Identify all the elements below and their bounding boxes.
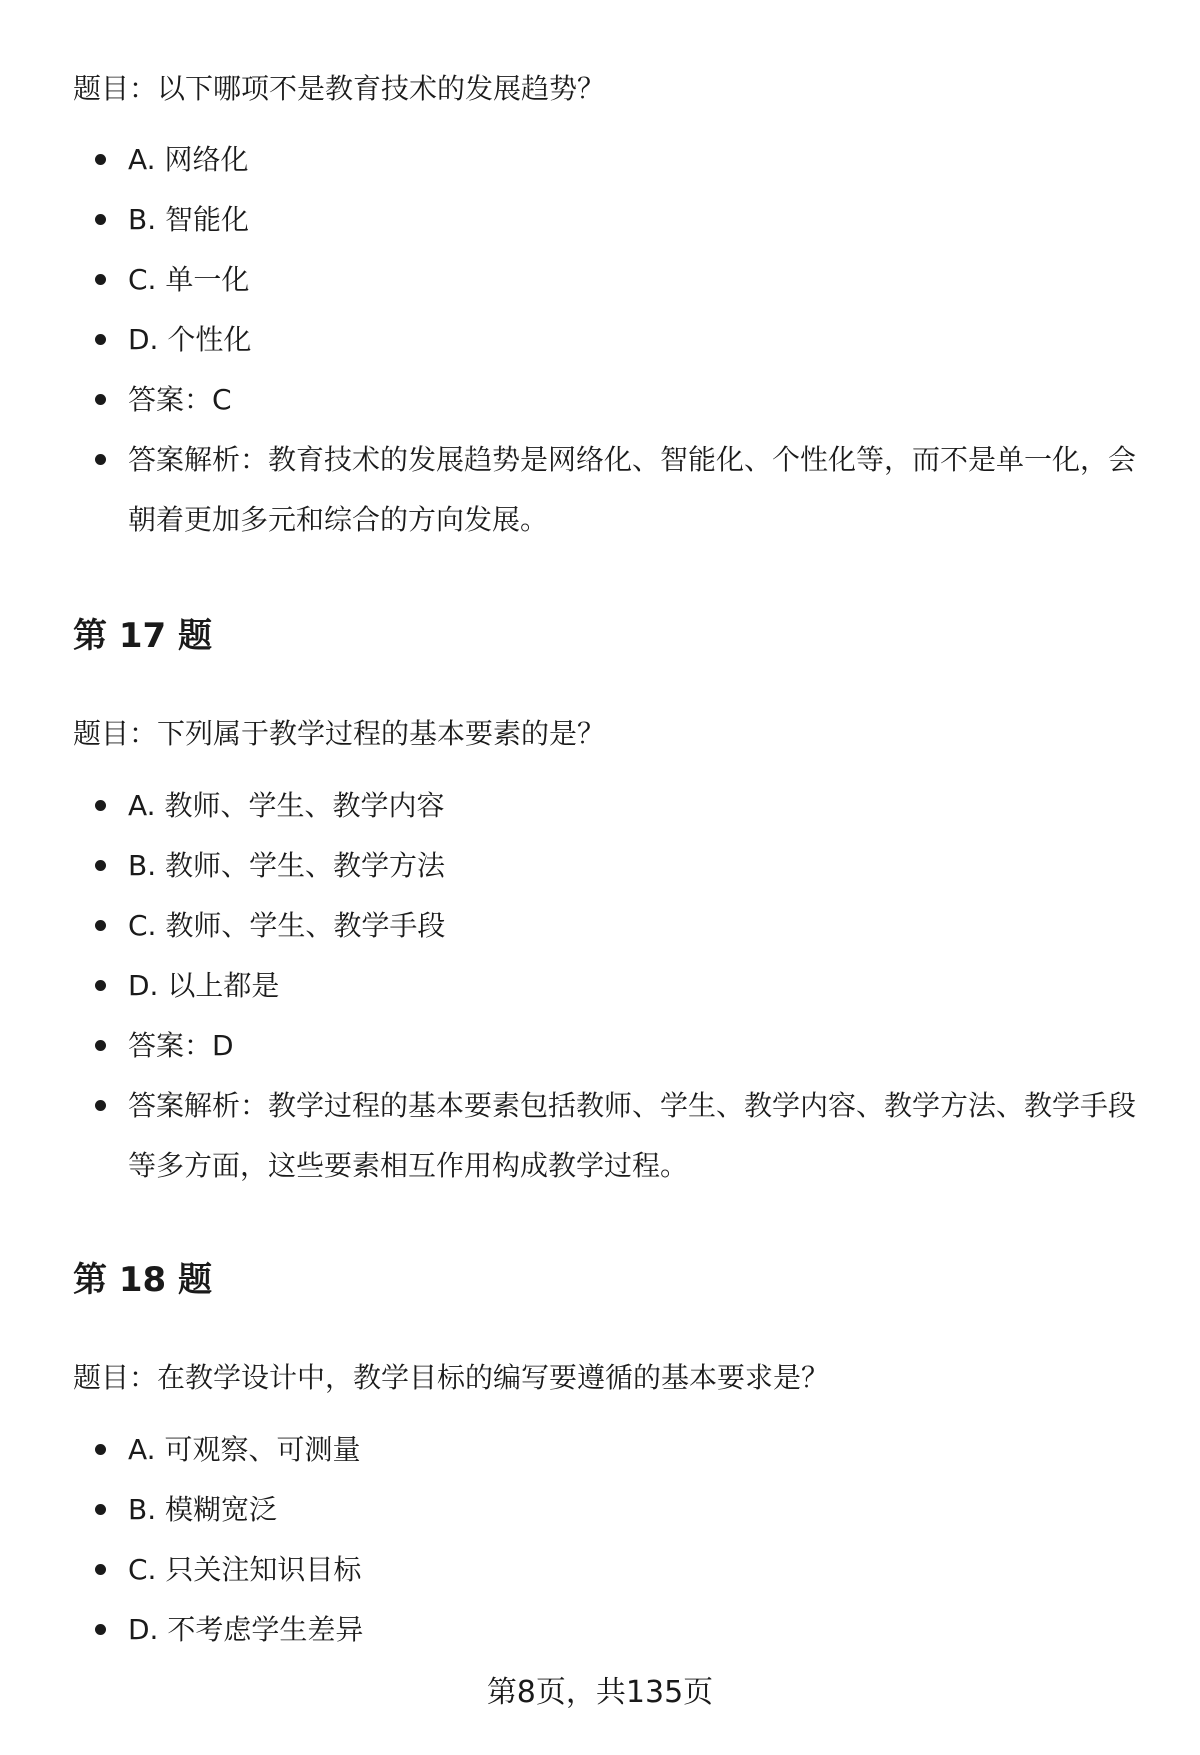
bullet-icon bbox=[95, 800, 106, 811]
bullet-icon bbox=[95, 1040, 106, 1051]
question-text: 题目：以下哪项不是教育技术的发展趋势？ bbox=[73, 72, 606, 105]
option-label: D. 个性化 bbox=[128, 323, 252, 356]
option-list bbox=[73, 140, 1143, 550]
option-item bbox=[73, 1610, 1143, 1650]
bullet-icon bbox=[95, 154, 106, 165]
question-17-block bbox=[73, 714, 1143, 754]
question-16-block bbox=[73, 69, 1143, 109]
question-16-options bbox=[73, 140, 1143, 570]
explanation-item bbox=[73, 1076, 1143, 1196]
answer-text: 答案：D bbox=[128, 1029, 234, 1062]
option-item bbox=[73, 200, 1143, 240]
option-label: D. 不考虑学生差异 bbox=[128, 1613, 364, 1646]
option-label: A. 网络化 bbox=[128, 143, 249, 176]
option-item bbox=[73, 1430, 1143, 1470]
bullet-icon bbox=[95, 394, 106, 405]
bullet-icon bbox=[95, 1564, 106, 1575]
page-number: 第8页，共135页 bbox=[486, 1675, 714, 1710]
option-item bbox=[73, 260, 1143, 300]
bullet-icon bbox=[95, 980, 106, 991]
bullet-icon bbox=[95, 1624, 106, 1635]
question-heading: 第 17 题 bbox=[73, 616, 212, 656]
bullet-icon bbox=[95, 214, 106, 225]
bullet-icon bbox=[95, 1444, 106, 1455]
question-text: 题目：下列属于教学过程的基本要素的是？ bbox=[73, 717, 606, 750]
bullet-icon bbox=[95, 334, 106, 345]
question-18-heading-block bbox=[73, 1258, 1143, 1302]
bullet-icon bbox=[95, 860, 106, 871]
question-text: 题目：在教学设计中，教学目标的编写要遵循的基本要求是？ bbox=[73, 1361, 830, 1394]
option-item bbox=[73, 966, 1143, 1006]
option-list bbox=[73, 786, 1143, 1196]
answer-text: 答案：C bbox=[128, 383, 232, 416]
option-label: C. 教师、学生、教学手段 bbox=[128, 909, 446, 942]
bullet-icon bbox=[95, 920, 106, 931]
option-item bbox=[73, 846, 1143, 886]
question-heading: 第 18 题 bbox=[73, 1260, 212, 1300]
option-label: C. 只关注知识目标 bbox=[128, 1553, 362, 1586]
question-17-options bbox=[73, 786, 1143, 1216]
option-label: B. 教师、学生、教学方法 bbox=[128, 849, 446, 882]
option-label: B. 智能化 bbox=[128, 203, 250, 236]
explanation-text: 答案解析：教学过程的基本要素包括教师、学生、教学内容、教学方法、教学手段等多方面，这些要素相互作用构成教学过程。 bbox=[128, 1089, 1137, 1182]
option-item bbox=[73, 906, 1143, 946]
answer-item bbox=[73, 380, 1143, 420]
question-18-options bbox=[73, 1430, 1143, 1670]
option-label: A. 教师、学生、教学内容 bbox=[128, 789, 445, 822]
option-list bbox=[73, 1430, 1143, 1650]
option-item bbox=[73, 1550, 1143, 1590]
option-item bbox=[73, 786, 1143, 826]
question-17-heading-block bbox=[73, 614, 1143, 658]
option-label: B. 模糊宽泛 bbox=[128, 1493, 278, 1526]
bullet-icon bbox=[95, 454, 106, 465]
option-label: D. 以上都是 bbox=[128, 969, 280, 1002]
option-item bbox=[73, 320, 1143, 360]
answer-item bbox=[73, 1026, 1143, 1066]
bullet-icon bbox=[95, 1100, 106, 1111]
option-label: C. 单一化 bbox=[128, 263, 250, 296]
option-label: A. 可观察、可测量 bbox=[128, 1433, 361, 1466]
explanation-item bbox=[73, 430, 1143, 550]
bullet-icon bbox=[95, 274, 106, 285]
question-18-block bbox=[73, 1358, 1143, 1398]
explanation-text: 答案解析：教育技术的发展趋势是网络化、智能化、个性化等，而不是单一化，会朝着更加多元和综合的方向发展。 bbox=[128, 443, 1137, 536]
option-item bbox=[73, 140, 1143, 180]
option-item bbox=[73, 1490, 1143, 1530]
bullet-icon bbox=[95, 1504, 106, 1515]
